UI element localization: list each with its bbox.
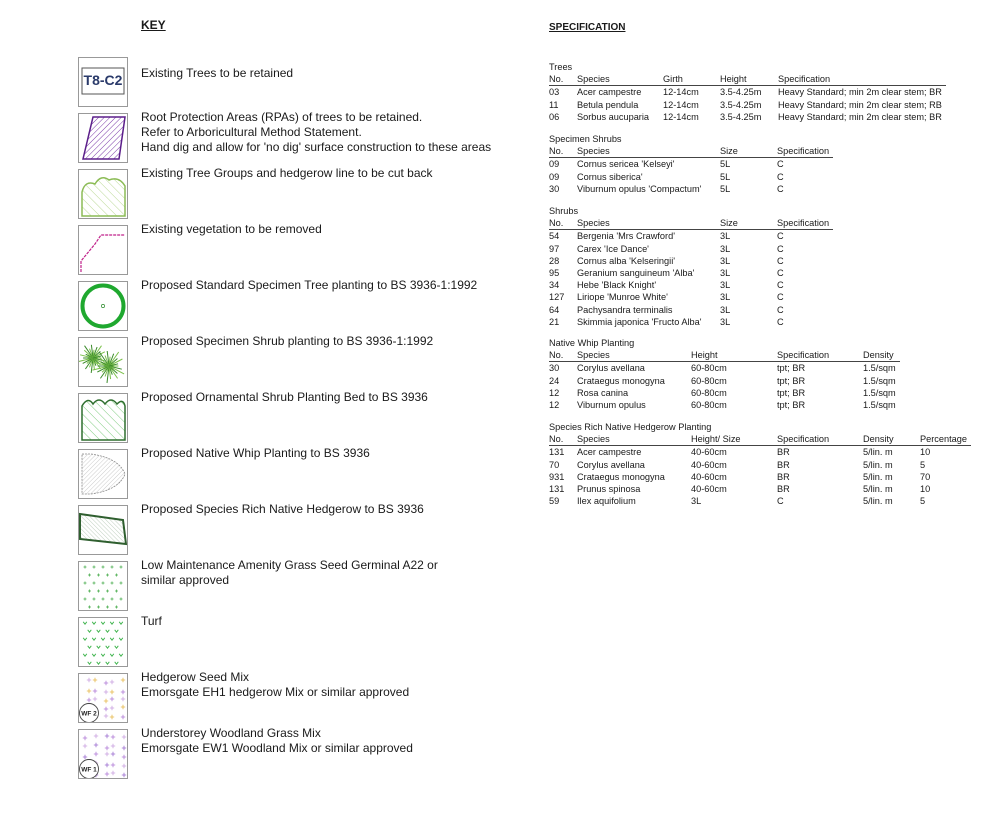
- key-label-amenity-grass: Low Maintenance Amenity Grass Seed Germinal A22 or similar approved: [141, 558, 438, 587]
- column-header: Size: [720, 217, 777, 230]
- seed-mix-code: WF 1: [81, 766, 97, 774]
- table-row: 127 Liriope 'Munroe White' 3L C: [549, 292, 784, 303]
- table-row: 97 Carex 'Ice Dance' 3L C: [549, 243, 784, 254]
- key-label-turf: Turf: [141, 614, 162, 628]
- key-label-specimen-tree: Proposed Standard Specimen Tree planting to BS 3936-1:1992: [141, 278, 478, 292]
- key-title: KEY: [141, 18, 166, 32]
- table-header-row: [549, 73, 946, 86]
- spec-group-title: Specimen Shrubs: [549, 134, 622, 144]
- table-row: 21 Skimmia japonica 'Fructo Alba' 3L C: [549, 316, 784, 327]
- column-header: Density: [863, 349, 900, 362]
- vegetation-removal-symbol: [78, 225, 128, 275]
- table-row: 95 Geranium sanguineum 'Alba' 3L C: [549, 268, 784, 278]
- table-header-row: [549, 349, 900, 362]
- column-header: Height/ Size: [691, 433, 777, 446]
- spec-table: [549, 145, 833, 195]
- spec-table: [549, 217, 833, 328]
- table-row: 12 Viburnum opulus 60-80cm tpt; BR 1.5/sqm: [549, 400, 896, 410]
- table-row: 06 Sorbus aucuparia 12-14cm 3.5-4.25m Heavy Standard; min 2m clear stem; BR: [549, 111, 942, 122]
- column-header: Height: [691, 349, 777, 362]
- spec-group-trees: [549, 61, 946, 123]
- table-row: 11 Betula pendula 12-14cm 3.5-4.25m Heavy Standard; min 2m clear stem; RB: [549, 99, 942, 110]
- column-header: Height: [720, 73, 778, 86]
- column-header: Species: [577, 217, 720, 230]
- key-label-specimen-shrub: Proposed Specimen Shrub planting to BS 3936-1:1992: [141, 334, 434, 348]
- column-header: No.: [549, 349, 577, 362]
- table-row: 30 Viburnum opulus 'Compactum' 5L C: [549, 183, 784, 194]
- specimen-tree-symbol: [78, 281, 128, 331]
- column-header: Specification: [777, 433, 863, 446]
- root-protection-area-symbol: [78, 113, 128, 163]
- table-row: 931 Crataegus monogyna 40-60cm BR 5/lin. m 70: [549, 471, 931, 482]
- specification-title: SPECIFICATION: [549, 22, 626, 33]
- column-header: Species: [577, 349, 691, 362]
- tree-reference-code: T8-C2: [83, 72, 123, 88]
- key-label-existing-trees: Existing Trees to be retained: [141, 66, 294, 80]
- spec-group-shrubs: [549, 205, 833, 328]
- table-header-row: [549, 145, 833, 158]
- table-row: 09 Cornus siberica' 5L C: [549, 171, 784, 182]
- table-row: 28 Cornus alba 'Kelseringii' 3L C: [549, 255, 784, 266]
- spec-group-native-hedgerow: [549, 421, 971, 507]
- spec-group-title: Native Whip Planting: [549, 338, 635, 348]
- column-header: No.: [549, 145, 577, 158]
- existing-tree-symbol: [78, 57, 128, 107]
- table-row: 64 Pachysandra terminalis 3L C: [549, 304, 784, 315]
- table-row: 09 Cornus sericea 'Kelseyi' 5L C: [549, 159, 784, 170]
- key-label-existing-tree-groups: Existing Tree Groups and hedgerow line to be cut back: [141, 166, 433, 180]
- native-whip-planting-symbol: [78, 449, 128, 499]
- column-header: Species: [577, 73, 663, 86]
- table-row: 59 Ilex aquifolium 3L C 5/lin. m 5: [549, 496, 926, 507]
- spec-table: [549, 433, 971, 507]
- specimen-shrub-symbol: [78, 337, 128, 387]
- table-header-row: [549, 433, 971, 446]
- seed-mix-code: WF 2: [81, 710, 97, 718]
- hedgerow-seed-mix-symbol: [78, 673, 128, 723]
- column-header: Size: [720, 145, 777, 158]
- column-header: Species: [577, 145, 720, 158]
- column-header: Specification: [777, 145, 833, 158]
- column-header: No.: [549, 217, 577, 230]
- key-label-native-hedgerow: Proposed Species Rich Native Hedgerow to BS 3936: [141, 502, 424, 516]
- spec-table: [549, 73, 946, 123]
- column-header: Percentage: [920, 433, 971, 446]
- column-header: Specification: [778, 73, 946, 86]
- table-header-row: [549, 217, 833, 230]
- column-header: Specification: [777, 217, 833, 230]
- key-label-hedgerow-seed-mix: Hedgerow Seed Mix Emorsgate EH1 hedgerow Mix or similar approved: [141, 670, 410, 699]
- spec-group-title: Species Rich Native Hedgerow Planting: [549, 422, 712, 432]
- spec-table: [549, 349, 900, 411]
- table-row: 131 Acer campestre 40-60cm BR 5/lin. m 10: [549, 447, 931, 458]
- column-header: No.: [549, 433, 577, 446]
- column-header: No.: [549, 73, 577, 86]
- woodland-grass-mix-symbol: [78, 729, 128, 779]
- column-header: Specification: [777, 349, 863, 362]
- key-label-vegetation-removed: Existing vegetation to be removed: [141, 222, 322, 236]
- key-label-woodland-grass-mix: Understorey Woodland Grass Mix Emorsgate EW1 Woodland Mix or similar approved: [141, 726, 413, 755]
- key-label-ornamental-shrub-bed: Proposed Ornamental Shrub Planting Bed to BS 3936: [141, 390, 428, 404]
- amenity-grass-symbol: [78, 561, 128, 611]
- existing-tree-group-symbol: [78, 169, 128, 219]
- key-label-native-whip: Proposed Native Whip Planting to BS 3936: [141, 446, 370, 460]
- table-row: 131 Prunus spinosa 40-60cm BR 5/lin. m 10: [549, 484, 931, 494]
- spec-group-title: Trees: [549, 62, 573, 72]
- spec-group-title: Shrubs: [549, 206, 579, 216]
- table-row: 34 Hebe 'Black Knight' 3L C: [549, 280, 784, 291]
- column-header: Girth: [663, 73, 720, 86]
- turf-symbol: [78, 617, 128, 667]
- native-hedgerow-symbol: [78, 505, 128, 555]
- key-label-root-protection-areas: Root Protection Areas (RPAs) of trees to be retained. Refer to Arboricultural Method Statement. Hand dig and allow for 'no dig' surface construction to these areas: [141, 110, 492, 154]
- table-row: 24 Crataegus monogyna 60-80cm tpt; BR 1.5/sqm: [549, 375, 896, 386]
- spec-group-specimen-shrubs: [549, 133, 833, 195]
- column-header: Density: [863, 433, 920, 446]
- table-row: 30 Corylus avellana 60-80cm tpt; BR 1.5/sqm: [549, 363, 896, 374]
- spec-group-native-whip: [549, 337, 900, 411]
- table-row: 70 Corylus avellana 40-60cm BR 5/lin. m 5: [549, 459, 926, 470]
- table-row: 03 Acer campestre 12-14cm 3.5-4.25m Heavy Standard; min 2m clear stem; BR: [549, 87, 942, 98]
- table-row: 54 Bergenia 'Mrs Crawford' 3L C: [549, 231, 784, 242]
- column-header: Species: [577, 433, 691, 446]
- table-row: 12 Rosa canina 60-80cm tpt; BR 1.5/sqm: [549, 387, 896, 398]
- ornamental-shrub-bed-symbol: [78, 393, 128, 443]
